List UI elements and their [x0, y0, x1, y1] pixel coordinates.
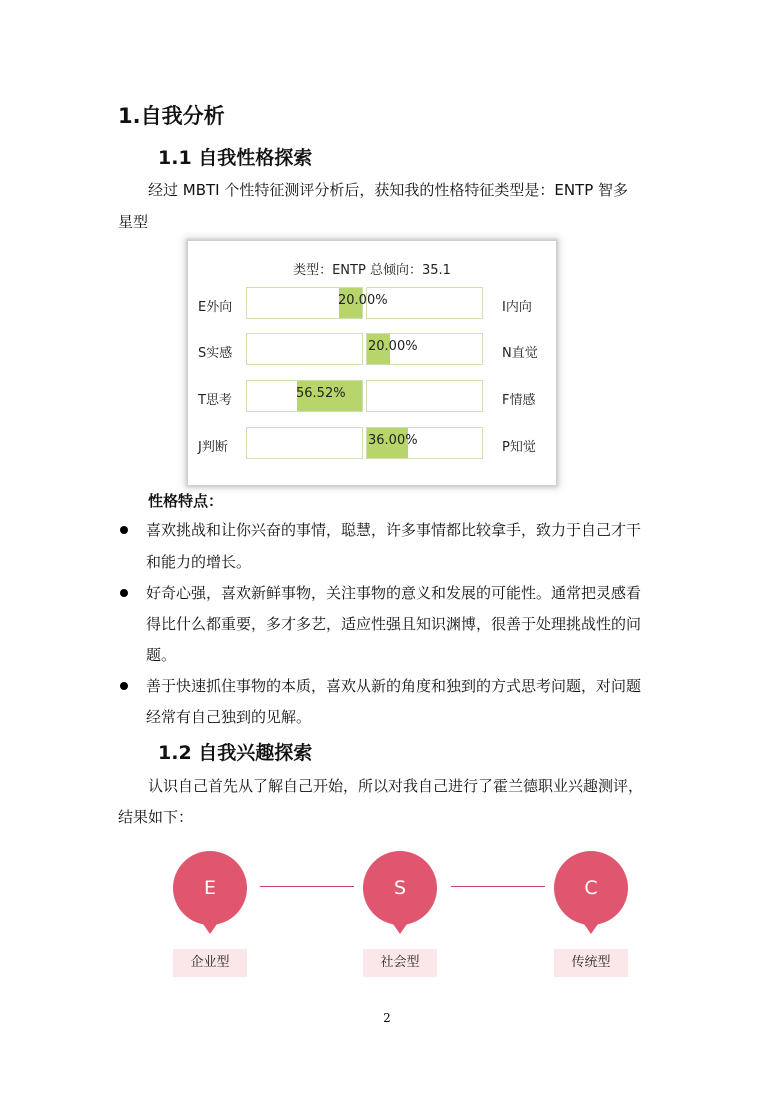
trait-3-line1: 善于快速抓住事物的本质，喜欢从新的角度和独到的方式思考问题，对问题: [146, 677, 642, 695]
pointer-icon: [393, 924, 407, 934]
mbti-value-label: 56.52%: [296, 386, 346, 401]
mbti-chart: [188, 241, 556, 485]
holland-circle-s: S: [363, 851, 437, 925]
trait-2-line2: 得比什么都重要，多才多艺，适应性强且知识渊博，很善于处理挑战性的问: [146, 615, 642, 633]
subsection-heading-interest: 1.2 自我兴趣探索: [158, 742, 313, 764]
mbti-value-label: 36.00%: [368, 433, 418, 448]
mbti-left-box: [246, 427, 363, 459]
mbti-chart-title: 类型：ENTP 总倾向：35.1: [293, 263, 451, 278]
section-heading: 1.自我分析: [118, 104, 225, 128]
pointer-icon: [203, 924, 217, 934]
mbti-right-label: P知觉: [502, 440, 536, 455]
trait-2-line3: 题。: [146, 646, 177, 664]
connector-line: [260, 886, 354, 887]
mbti-left-label: J判断: [198, 440, 228, 455]
mbti-left-box: [246, 333, 363, 365]
holland-circle-c: C: [554, 851, 628, 925]
mbti-row-ei: [188, 287, 556, 321]
subsection-heading-personality: 1.1 自我性格探索: [158, 147, 313, 169]
mbti-right-label: I内向: [502, 300, 532, 315]
interest-paragraph-line2: 结果如下：: [118, 808, 194, 826]
trait-2-line1: 好奇心强，喜欢新鲜事物，关注事物的意义和发展的可能性。通常把灵感看: [146, 584, 642, 602]
mbti-left-label: S实感: [198, 346, 233, 361]
intro-paragraph-line2: 星型: [118, 213, 149, 231]
holland-circle-e: E: [173, 851, 247, 925]
mbti-row-sn: [188, 333, 556, 367]
holland-label-c: 传统型: [554, 949, 628, 977]
holland-label-e: 企业型: [173, 949, 247, 977]
pointer-icon: [584, 924, 598, 934]
connector-line: [451, 886, 545, 887]
mbti-right-label: F情感: [502, 393, 536, 408]
mbti-right-label: N直觉: [502, 346, 538, 361]
traits-title: 性格特点：: [148, 492, 224, 510]
mbti-left-label: E外向: [198, 300, 233, 315]
bullet-icon: [120, 526, 128, 534]
mbti-value-label: 20.00%: [368, 339, 418, 354]
page-number: 2: [383, 1011, 391, 1025]
bullet-icon: [120, 682, 128, 690]
trait-1-line2: 和能力的增长。: [146, 553, 252, 571]
mbti-row-tf: [188, 380, 556, 414]
mbti-value-label: 20.00%: [338, 293, 388, 308]
trait-1-line1: 喜欢挑战和让你兴奋的事情，聪慧，许多事情都比较拿手，致力于自己才干: [146, 521, 642, 539]
mbti-right-box: [366, 380, 483, 412]
holland-label-s: 社会型: [363, 949, 437, 977]
interest-paragraph-line1: 认识自己首先从了解自己开始，所以对我自己进行了霍兰德职业兴趣测评，: [148, 777, 644, 795]
bullet-icon: [120, 589, 128, 597]
trait-3-line2: 经常有自己独到的见解。: [146, 708, 312, 726]
intro-paragraph-line1: 经过 MBTI 个性特征测评分析后，获知我的性格特征类型是：ENTP 智多: [148, 181, 629, 199]
mbti-left-label: T思考: [198, 393, 232, 408]
mbti-row-jp: [188, 427, 556, 461]
